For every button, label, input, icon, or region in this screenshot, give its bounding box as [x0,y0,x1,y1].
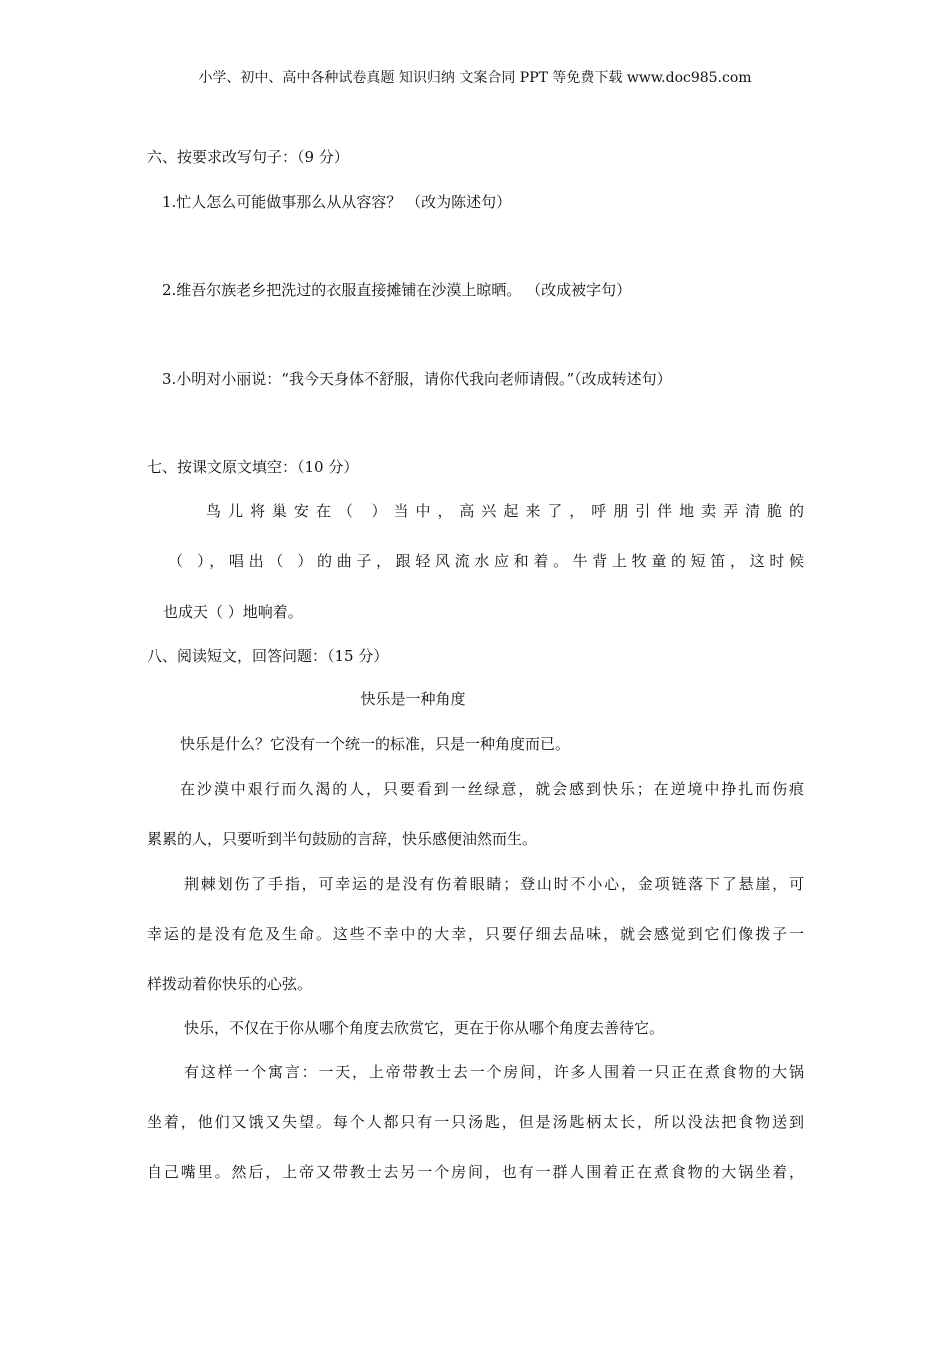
reading-paragraph-3-line-1: 荆棘划伤了手指，可幸运的是没有伤着眼睛；登山时不小心，金项链落下了悬崖，可 [184,875,804,893]
reading-paragraph-5-line-2: 坐着，他们又饿又失望。每个人都只有一只汤匙，但是汤匙柄太长，所以没法把食物送到 [147,1113,804,1131]
reading-paragraph-3-line-3: 样拨动着你快乐的心弦。 [147,975,313,993]
section-8-heading: 八、阅读短文，回答问题：（15 分） [147,647,389,665]
reading-paragraph-2-line-1: 在沙漠中艰行而久渴的人，只要看到一丝绿意，就会感到快乐；在逆境中挣扎而伤痕 [180,780,804,798]
reading-paragraph-1: 快乐是什么？它没有一个统一的标准，只是一种角度而已。 [180,735,571,753]
section-7-fill-line-2: （ ），唱出（ ）的曲子，跟轻风流水应和着。牛背上牧童的短笛，这时候 [168,552,804,570]
page-header: 小学、初中、高中各种试卷真题 知识归纳 文案合同 PPT 等免费下载 www.doc985.com [198,70,752,86]
section-7-fill-line-1: 鸟儿将巢安在（ ）当中，高兴起来了，呼朋引伴地卖弄清脆的 [206,502,804,520]
reading-paragraph-5-line-1: 有这样一个寓言：一天，上帝带教士去一个房间，许多人围着一只正在煮食物的大锅 [184,1063,804,1081]
reading-paragraph-4: 快乐，不仅在于你从哪个角度去欣赏它，更在于你从哪个角度去善待它。 [184,1019,665,1037]
reading-paragraph-2-line-2: 累累的人，只要听到半句鼓励的言辞，快乐感便油然而生。 [147,830,538,848]
reading-title: 快乐是一种角度 [360,690,466,708]
reading-paragraph-5-line-3: 自己嘴里。然后，上帝又带教士去另一个房间，也有一群人围着正在煮食物的大锅坐着， [147,1163,804,1181]
section-6-question-1: 1.忙人怎么可能做事那么从从容容？ （改为陈述句） [162,193,512,211]
section-6-heading: 六、按要求改写句子：（9 分） [147,148,349,166]
section-6-question-2: 2.维吾尔族老乡把洗过的衣服直接摊铺在沙漠上晾晒。 （改成被字句） [162,281,632,299]
section-6-question-3: 3.小明对小丽说：“我今天身体不舒服，请你代我向老师请假。”（改成转述句） [162,370,672,388]
section-7-fill-line-3: 也成天（ ）地响着。 [163,603,303,621]
section-7-heading: 七、按课文原文填空：（10 分） [147,458,359,476]
reading-paragraph-3-line-2: 幸运的是没有危及生命。这些不幸中的大幸，只要仔细去品味，就会感觉到它们像拨子一 [147,925,804,943]
